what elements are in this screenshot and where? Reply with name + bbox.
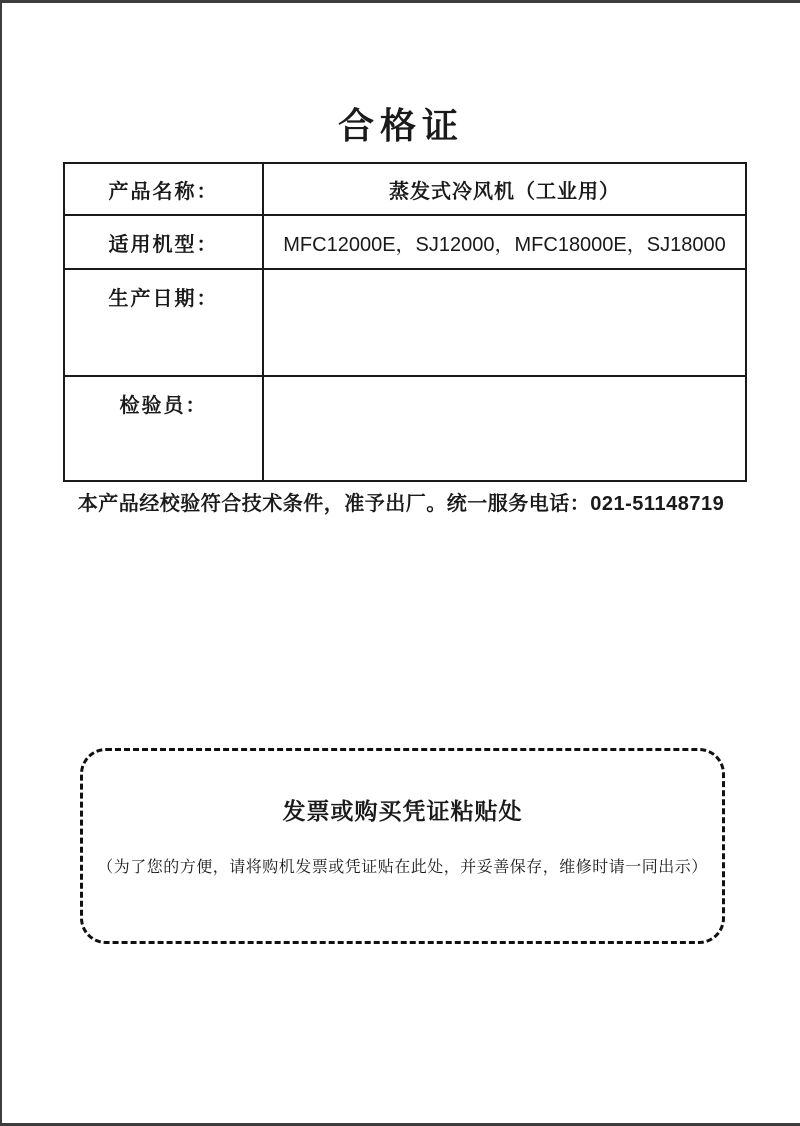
invoice-paste-area-note: （为了您的方便，请将购机发票或凭证贴在此处，并妥善保存，维修时请一同出示）: [97, 858, 708, 876]
table-row-product-name: [64, 163, 746, 215]
product-info-table: [63, 162, 747, 482]
inspector-value: [263, 376, 746, 481]
page-title: 合格证: [337, 105, 464, 146]
table-row-inspector: [64, 376, 746, 481]
table-row-applicable-models: [64, 215, 746, 269]
production-date-label: 生产日期：: [64, 269, 263, 376]
product-name-value: 蒸发式冷风机（工业用）: [263, 163, 746, 215]
applicable-models-value: MFC12000E，SJ12000，MFC18000E，SJ18000: [263, 215, 746, 269]
inspector-label: 检验员：: [64, 376, 263, 481]
table-row-production-date: [64, 269, 746, 376]
approval-and-service-phone-note: 本产品经校验符合技术条件，准予出厂。统一服务电话：021-51148719: [77, 493, 725, 515]
product-name-label: 产品名称：: [64, 163, 263, 215]
applicable-models-label: 适用机型：: [64, 215, 263, 269]
invoice-paste-area-title: 发票或购买凭证粘贴处: [282, 798, 523, 824]
invoice-paste-area: [80, 748, 725, 944]
production-date-value: [263, 269, 746, 376]
